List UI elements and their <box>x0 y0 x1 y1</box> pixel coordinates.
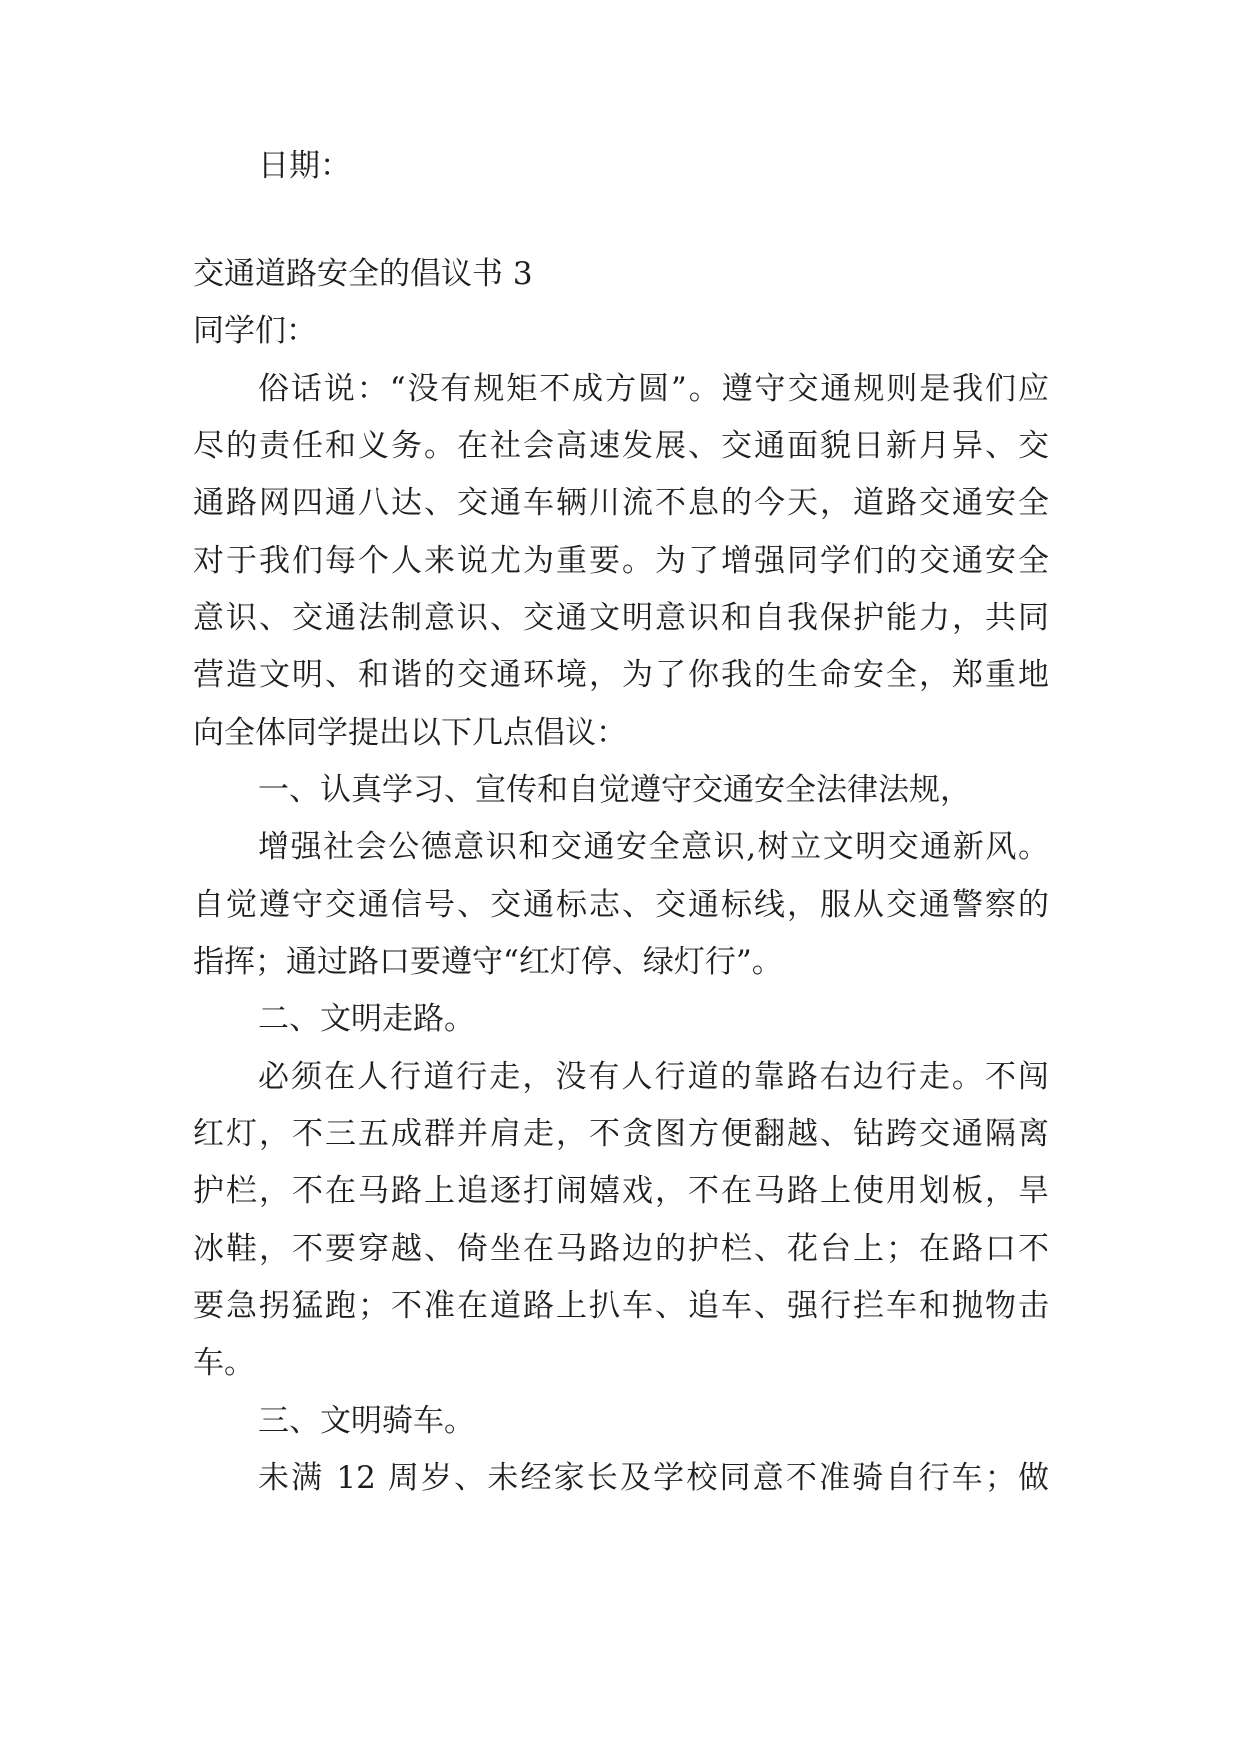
paragraph-line: 指挥；通过路口要遵守“红灯停、绿灯行”。 <box>193 944 783 980</box>
paragraph-line: 未满 12 周岁、未经家长及学校同意不准骑自行车；做 <box>258 1460 1049 1496</box>
paragraph-line: 红灯，不三五成群并肩走，不贪图方便翻越、钻跨交通隔离 <box>193 1116 1049 1152</box>
paragraph-line: 尽的责任和义务。在社会高速发展、交通面貌日新月异、交 <box>193 428 1049 464</box>
section-heading: 二、文明走路。 <box>258 1001 475 1037</box>
date-label: 日期： <box>258 148 351 184</box>
section-heading: 三、文明骑车。 <box>258 1403 475 1439</box>
paragraph-line: 对于我们每个人来说尤为重要。为了增强同学们的交通安全 <box>193 543 1049 579</box>
paragraph-line: 营造文明、和谐的交通环境，为了你我的生命安全，郑重地 <box>193 657 1049 693</box>
paragraph-line: 通路网四通八达、交通车辆川流不息的今天，道路交通安全 <box>193 485 1049 521</box>
paragraph-line: 护栏，不在马路上追逐打闹嬉戏，不在马路上使用划板，旱 <box>193 1173 1049 1209</box>
paragraph-line: 必须在人行道行走，没有人行道的靠路右边行走。不闯 <box>258 1059 1049 1095</box>
paragraph-line: 车。 <box>193 1345 255 1381</box>
salutation: 同学们： <box>193 313 317 349</box>
paragraph-line: 意识、交通法制意识、交通文明意识和自我保护能力，共同 <box>193 600 1049 636</box>
paragraph-line: 冰鞋，不要穿越、倚坐在马路边的护栏、花台上；在路口不 <box>193 1231 1049 1267</box>
paragraph-line: 俗话说：“没有规矩不成方圆”。遵守交通规则是我们应 <box>258 371 1049 407</box>
paragraph-line: 自觉遵守交通信号、交通标志、交通标线，服从交通警察的 <box>193 887 1049 923</box>
paragraph-line: 要急拐猛跑；不准在道路上扒车、追车、强行拦车和抛物击 <box>193 1288 1049 1324</box>
document-title: 交通道路安全的倡议书 3 <box>193 256 533 292</box>
section-heading: 一、认真学习、宣传和自觉遵守交通安全法律法规， <box>258 772 971 808</box>
paragraph-line: 向全体同学提出以下几点倡议： <box>193 715 627 751</box>
paragraph-line: 增强社会公德意识和交通安全意识,树立文明交通新风。 <box>258 829 1049 865</box>
